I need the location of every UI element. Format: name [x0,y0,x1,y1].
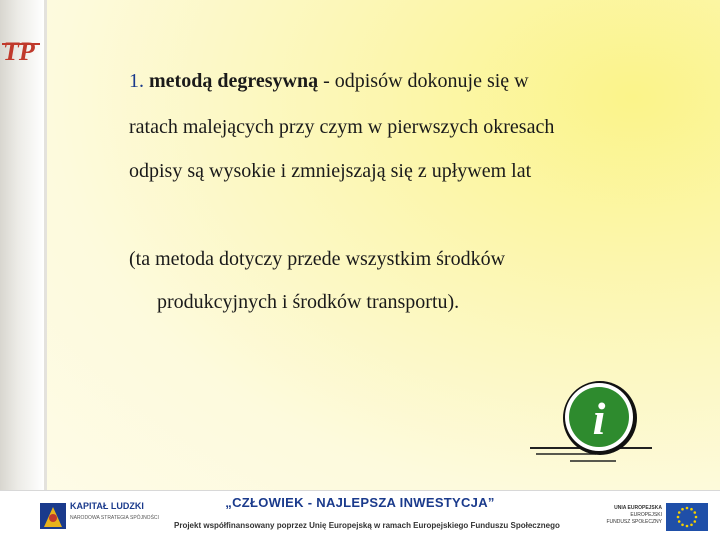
eu-label-line3: FUNDUSZ SPOŁECZNY [606,519,662,525]
left-sidebar-bar [0,0,44,490]
paragraph-line-5: produkcyjnych i środków transportu). [157,291,460,313]
tp-logo [2,36,42,68]
svg-text:TP: TP [3,37,35,66]
eu-flag-icon [666,503,708,531]
eu-label [598,505,662,526]
kapital-ludzki-subtitle: NARODOWA STRATEGIA SPÓJNOŚCI [70,515,159,521]
kapital-ludzki-title: KAPITAŁ LUDZKI [70,501,144,511]
footer-slogan: „CZŁOWIEK - NAJLEPSZA INWESTYCJA” [225,495,495,510]
line1-text: - odpisów dokonuje się w [318,70,529,92]
paragraph-line-2: ratach malejących przy czym w pierwszych okresach [129,116,555,138]
footer-subtitle: Projekt współfinansowany poprzez Unię Europejską w ramach Europejskiego Funduszu Społecznego [174,521,560,530]
sidebar-divider [44,0,47,490]
method-name: metodą degresywną [144,70,319,92]
info-icon [530,378,656,468]
paragraph-line-3: odpisy są wysokie i zmniejszają się z upływem lat [129,160,532,182]
footer-banner [0,490,720,541]
paragraph-line-4: (ta metoda dotyczy przede wszystkim środków [129,248,506,270]
paragraph-line-1 [129,70,529,93]
svg-text:i: i [592,393,606,444]
eu-label-line2: EUROPEJSKI [630,512,662,518]
list-number: 1. [129,70,144,92]
eu-label-line1: UNIA EUROPEJSKA [614,505,662,511]
